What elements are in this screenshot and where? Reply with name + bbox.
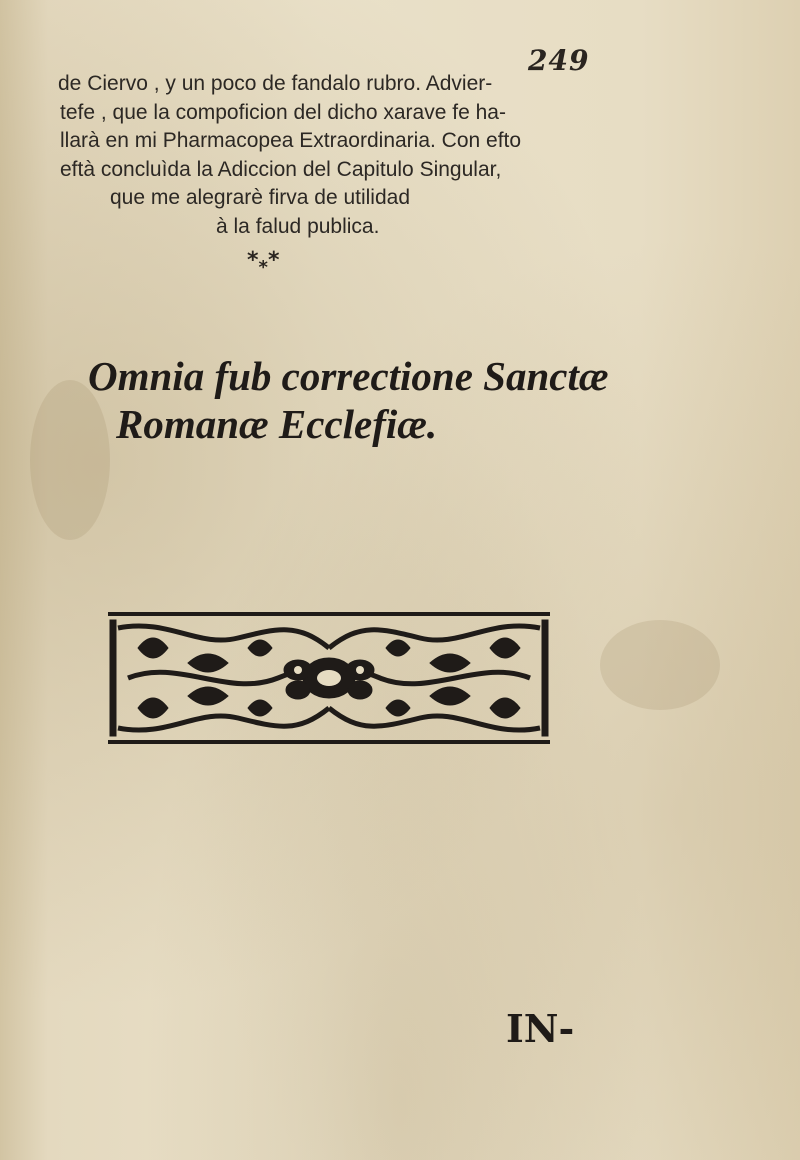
text-line: de Ciervo , y un poco de fandalo rubro. Advier-	[58, 72, 493, 95]
closing-line: Romanæ Ecclefiæ.	[116, 401, 438, 447]
asterisk-glyph: *	[247, 248, 259, 273]
page-number: 249	[528, 44, 590, 77]
paper-stain	[600, 620, 720, 710]
asterism	[247, 248, 280, 278]
closing-line: Omnia fub correctione Sanctæ	[88, 353, 609, 399]
body-paragraph	[58, 70, 764, 241]
asterisk-glyph: *	[267, 248, 280, 273]
floral-ornament-icon	[108, 608, 550, 748]
closing-formula	[88, 352, 609, 448]
text-line: à la falud publica.	[216, 214, 380, 238]
text-line: eftà concluìda la Adiccion del Capitulo Singular,	[60, 157, 502, 181]
asterisk-glyph: *	[258, 257, 268, 278]
text-line: que me alegrarè firva de utilidad	[110, 186, 411, 209]
catchword: IN-	[506, 1006, 575, 1051]
text-line: tefe , que la compoficion del dicho xarave fe ha-	[60, 100, 506, 124]
text-line: llarà en mi Pharmacopea Extraordinaria. Con efto	[60, 129, 522, 152]
